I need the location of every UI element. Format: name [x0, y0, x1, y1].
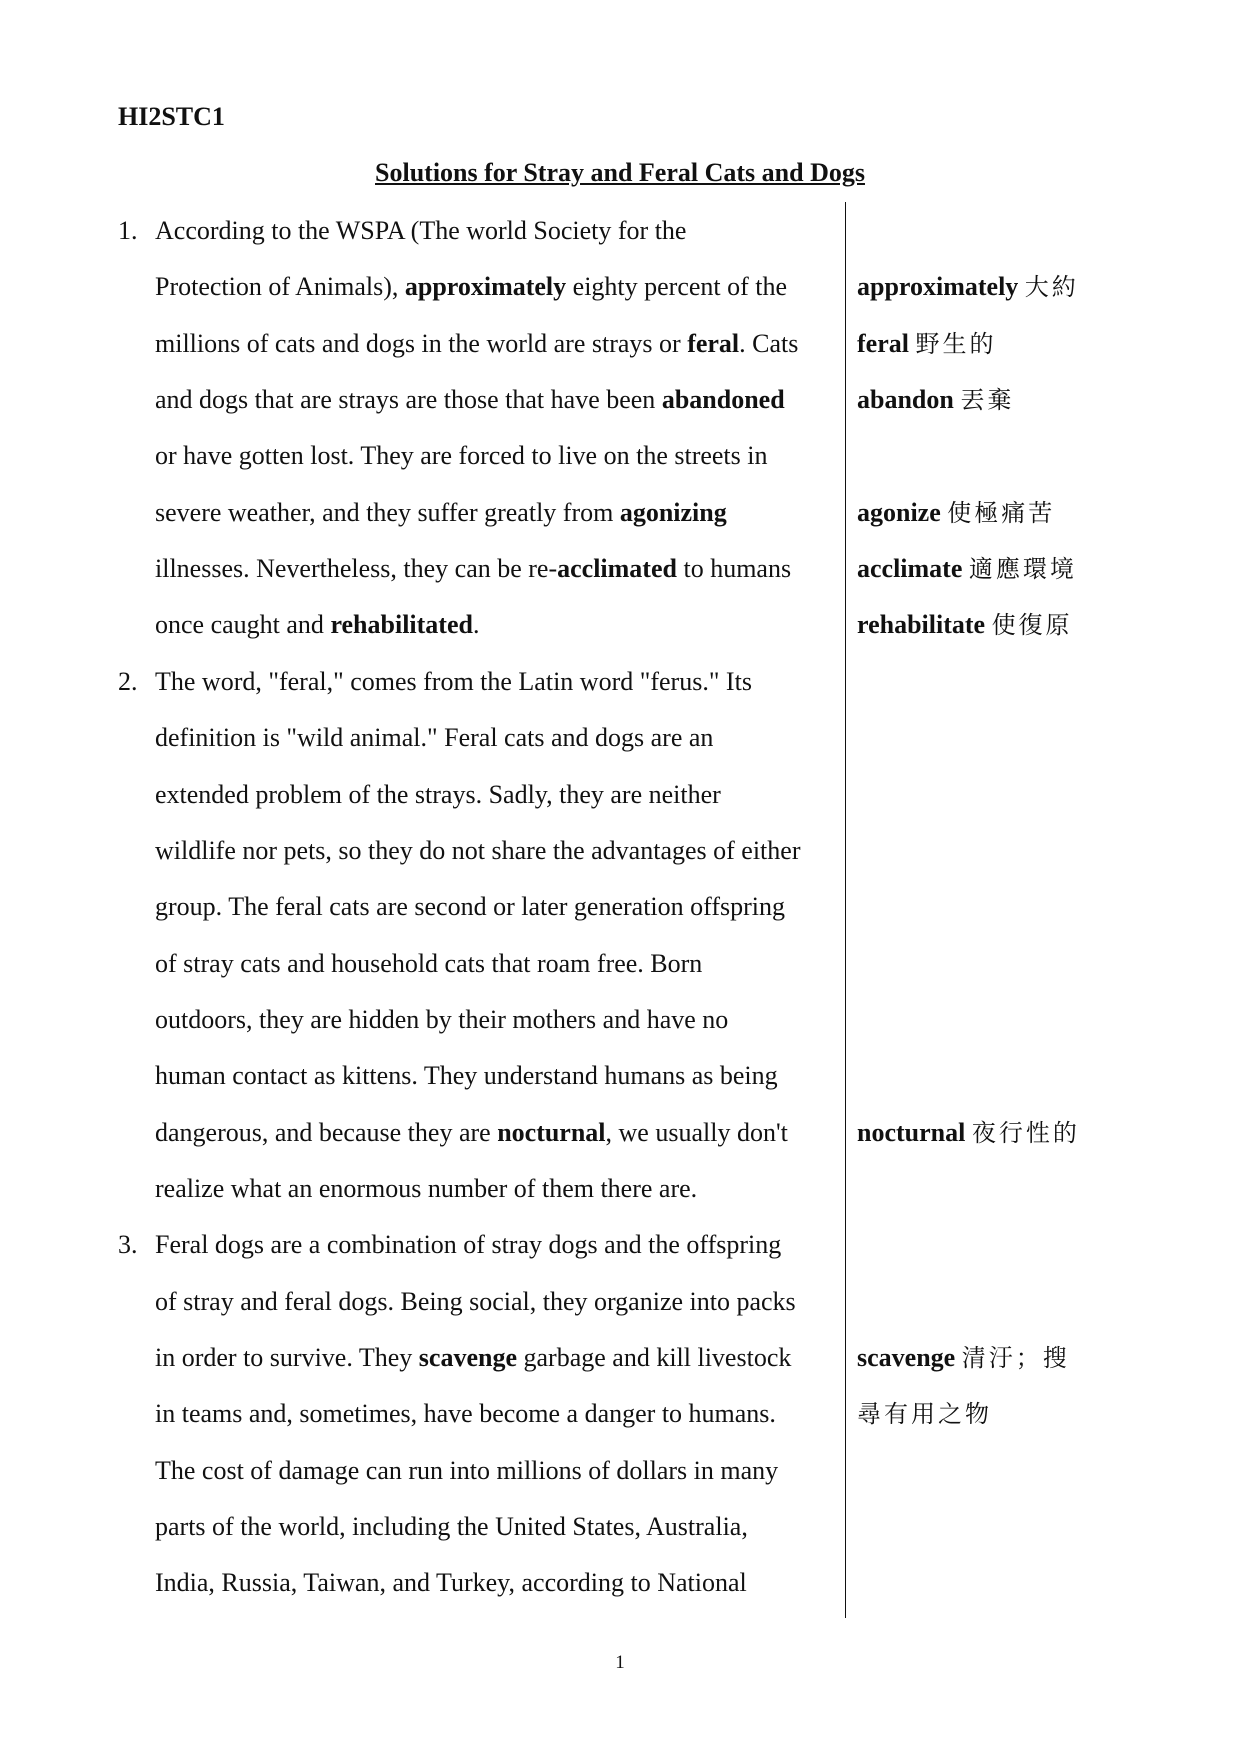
- text-segment: in teams and, sometimes, have become a danger to humans.: [155, 1399, 776, 1429]
- paragraph-line: [155, 948, 702, 980]
- paragraph-line: [155, 835, 800, 867]
- paragraph-line: [155, 1060, 778, 1092]
- text-segment: Protection of Animals),: [155, 272, 405, 302]
- text-segment: of stray and feral dogs. Being social, they organize into packs: [155, 1286, 796, 1316]
- paragraph-line: [155, 1511, 748, 1543]
- paragraph-line: [155, 384, 785, 416]
- glossary-entry: [857, 609, 1073, 641]
- glossary-translation: 適應環境: [968, 555, 1077, 584]
- paragraph-line: [155, 779, 721, 811]
- paragraph-line: [155, 271, 787, 303]
- glossary-word: abandon: [857, 385, 954, 415]
- glossary-translation: 使極痛苦: [947, 498, 1056, 527]
- glossary-entry: [857, 328, 996, 360]
- text-segment: or have gotten lost. They are forced to live on the streets in: [155, 441, 768, 471]
- glossary-word: rehabilitate: [857, 610, 986, 640]
- glossary-word: agonize: [857, 497, 941, 527]
- glossary-entry: [857, 497, 1055, 529]
- paragraph-line: [155, 722, 713, 754]
- paragraph-line: [155, 1173, 697, 1205]
- page-title: Solutions for Stray and Feral Cats and Dogs: [375, 158, 865, 187]
- vocabulary-word: abandoned: [661, 385, 785, 415]
- glossary-entry: [857, 553, 1077, 585]
- vocabulary-word: scavenge: [418, 1343, 517, 1372]
- text-segment: outdoors, they are hidden by their mothers and have no: [155, 1004, 729, 1034]
- glossary-entry: [857, 271, 1079, 303]
- paragraph-line: [155, 1286, 796, 1318]
- vocabulary-word: rehabilitated: [330, 610, 473, 640]
- text-segment: According to the WSPA (The world Society for the: [155, 216, 687, 245]
- text-segment: , we usually don't: [605, 1117, 788, 1147]
- text-segment: illnesses. Nevertheless, they can be re-: [155, 554, 558, 584]
- text-segment: severe weather, and they suffer greatly from: [155, 497, 620, 527]
- page-number: 1: [615, 1652, 625, 1673]
- paragraph-line: [155, 553, 791, 585]
- paragraph-number: 3.: [118, 1230, 138, 1260]
- text-segment: The cost of damage can run into millions of dollars in many: [155, 1455, 779, 1485]
- paragraph-line: [155, 891, 785, 923]
- text-segment: parts of the world, including the United States, Australia,: [155, 1512, 748, 1542]
- text-segment: realize what an enormous number of them there are.: [155, 1173, 698, 1203]
- paragraph-line: [155, 1455, 778, 1487]
- text-segment: definition is "wild animal." Feral cats and dogs are an: [155, 723, 714, 753]
- paragraph-line: [155, 1229, 781, 1261]
- glossary-translation: 使復原: [991, 611, 1073, 640]
- text-segment: . Cats: [739, 328, 799, 358]
- glossary-entry: [857, 1398, 992, 1430]
- glossary-translation: 丟棄: [960, 386, 1015, 415]
- glossary-word: scavenge: [857, 1343, 956, 1372]
- text-segment: and dogs that are strays are those that have been: [155, 385, 662, 415]
- glossary-word: nocturnal: [857, 1117, 966, 1147]
- text-segment: .: [472, 610, 480, 640]
- text-segment: of stray cats and household cats that roam free. Born: [155, 948, 703, 978]
- paragraph-line: [155, 1567, 747, 1599]
- text-segment: garbage and kill livestock: [517, 1343, 792, 1372]
- glossary-entry: [857, 1342, 1070, 1374]
- text-segment: Feral dogs are a combination of stray dogs and the offspring: [155, 1230, 782, 1260]
- paragraph-line: [155, 666, 752, 698]
- paragraph-line: [155, 328, 798, 360]
- glossary-translation: 野生的: [915, 329, 997, 358]
- text-segment: human contact as kittens. They understand humans as being: [155, 1061, 778, 1091]
- glossary-entry: [857, 1117, 1080, 1149]
- paragraph-line: [155, 215, 686, 247]
- paragraph-line: [155, 609, 479, 641]
- glossary-translation: 大約: [1024, 273, 1079, 302]
- vocabulary-word: acclimated: [557, 554, 677, 584]
- paragraph-line: [155, 1004, 728, 1036]
- vocabulary-word: nocturnal: [497, 1117, 606, 1147]
- text-segment: extended problem of the strays. Sadly, they are neither: [155, 779, 721, 809]
- paragraph-line: [155, 1398, 776, 1430]
- paragraph-number: 2.: [118, 666, 138, 696]
- text-segment: in order to survive. They: [155, 1343, 419, 1372]
- document-code: HI2STC1: [118, 102, 225, 131]
- text-segment: group. The feral cats are second or later generation offspring: [155, 892, 786, 922]
- text-segment: eighty percent of the: [566, 272, 788, 302]
- paragraph-line: [155, 1342, 791, 1374]
- vocabulary-word: feral: [687, 328, 740, 358]
- paragraph-number: 1.: [118, 216, 138, 245]
- text-segment: India, Russia, Taiwan, and Turkey, according to National: [155, 1568, 747, 1598]
- vocabulary-word: agonizing: [619, 497, 727, 527]
- text-segment: wildlife nor pets, so they do not share the advantages of either: [155, 835, 801, 865]
- text-segment: once caught and: [155, 610, 331, 640]
- glossary-word: feral: [857, 328, 909, 358]
- text-segment: The word, "feral," comes from the Latin word "ferus." Its: [155, 666, 752, 696]
- paragraph-line: [155, 440, 768, 472]
- glossary-translation: 尋有用之物: [857, 1400, 992, 1429]
- paragraph-line: [155, 1117, 788, 1149]
- glossary-word: approximately: [857, 272, 1019, 302]
- glossary-word: acclimate: [857, 554, 963, 584]
- paragraph-line: [155, 497, 727, 529]
- glossary-translation: 夜行性的: [971, 1118, 1080, 1147]
- text-segment: to humans: [676, 554, 792, 584]
- glossary-translation: 清汙；搜: [961, 1344, 1070, 1372]
- text-segment: millions of cats and dogs in the world are strays or: [155, 328, 688, 358]
- column-divider: [845, 202, 846, 1618]
- glossary-entry: [857, 384, 1014, 416]
- text-segment: dangerous, and because they are: [155, 1117, 498, 1147]
- vocabulary-word: approximately: [404, 272, 567, 302]
